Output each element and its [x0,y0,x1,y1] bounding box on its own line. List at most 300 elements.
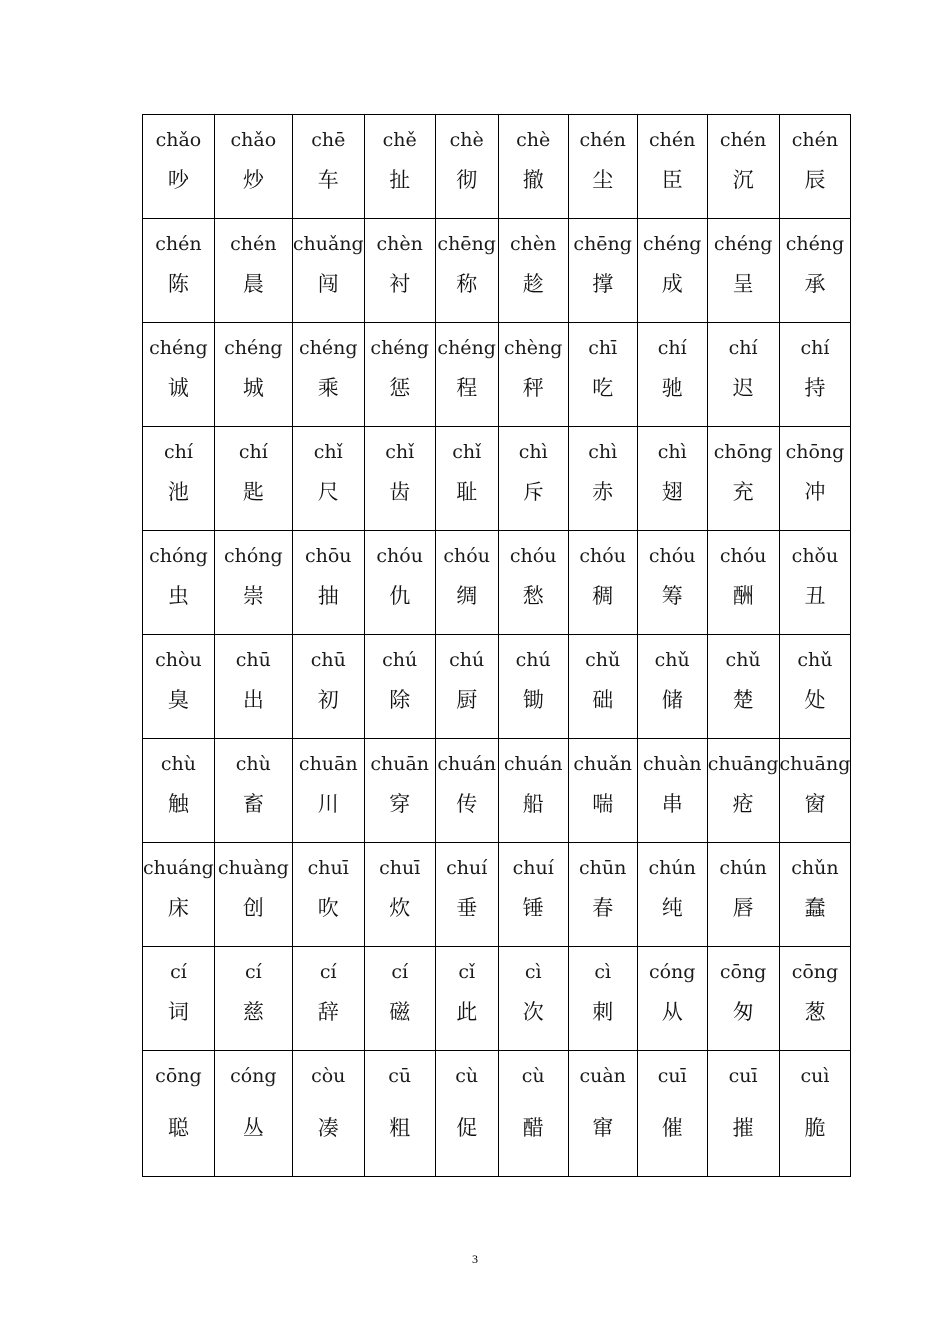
hanzi-character: 辰 [804,168,826,192]
character-cell [707,635,779,739]
pinyin-label: chuàn [642,753,702,775]
hanzi-character: 磁 [389,1000,411,1024]
hanzi-character: 传 [456,792,478,816]
pinyin-label: chén [719,129,767,151]
pinyin-label: chén [579,129,626,151]
hanzi-character: 呈 [732,272,754,296]
hanzi-character: 冲 [804,480,826,504]
character-cell [637,531,707,635]
hanzi-character: 处 [804,688,826,712]
hanzi-character: 丛 [242,1116,264,1140]
hanzi-character: 凑 [317,1116,339,1140]
character-cell [498,739,568,843]
character-cell [637,323,707,427]
character-cell [568,947,637,1051]
hanzi-character: 成 [661,272,683,296]
pinyin-label: cù [521,1065,545,1087]
character-cell [707,1051,779,1177]
pinyin-label: chí [657,337,687,359]
character-cell [498,427,568,531]
pinyin-label: cuàn [579,1065,626,1087]
hanzi-character: 创 [242,896,264,920]
pinyin-label: chǔ [725,649,761,671]
character-cell [435,115,498,219]
character-cell [568,219,637,323]
pinyin-label: chuāng [779,753,851,775]
character-cell [143,427,215,531]
character-cell [435,947,498,1051]
pinyin-label: chì [588,441,618,463]
pinyin-label: chéng [785,233,845,255]
pinyin-label: chóu [648,545,696,567]
character-cell [568,427,637,531]
character-cell [779,323,851,427]
hanzi-character: 触 [167,792,189,816]
character-cell [143,947,215,1051]
hanzi-character: 聪 [167,1116,189,1140]
pinyin-label: cū [388,1065,412,1087]
character-cell [292,427,364,531]
character-cell [143,1051,215,1177]
character-cell [435,427,498,531]
hanzi-character: 楚 [732,688,754,712]
character-cell [637,219,707,323]
pinyin-label: chén [649,129,696,151]
character-cell [364,947,435,1051]
hanzi-character: 称 [456,272,478,296]
table-row [143,531,851,635]
hanzi-character: 秤 [522,376,544,400]
character-cell [779,427,851,531]
character-cell [498,947,568,1051]
character-cell [292,635,364,739]
hanzi-character: 衬 [389,272,411,296]
pinyin-label: chuǎn [573,753,633,775]
hanzi-character: 丑 [804,584,826,608]
hanzi-character: 闯 [317,272,339,296]
hanzi-character: 充 [732,480,754,504]
pinyin-label: chóng [223,545,283,567]
pinyin-label: chě [382,129,417,151]
table-row [143,115,851,219]
character-cell [292,947,364,1051]
character-cell [707,427,779,531]
pinyin-label: chuān [370,753,430,775]
hanzi-character: 绸 [456,584,478,608]
pinyin-label: chuī [307,857,349,879]
character-cell [435,1051,498,1177]
pinyin-label: chóu [443,545,490,567]
page-number: 3 [472,1252,478,1266]
pinyin-label: còu [311,1065,346,1087]
character-cell [498,531,568,635]
hanzi-character: 窗 [804,792,826,816]
pinyin-label: chū [235,649,271,671]
pinyin-label: chǐ [452,441,482,463]
hanzi-character: 耻 [456,480,478,504]
character-cell [498,843,568,947]
character-cell [498,1051,568,1177]
pinyin-label: chù [160,753,196,775]
character-cell [637,947,707,1051]
pinyin-label: chéng [299,337,358,359]
hanzi-character: 虫 [167,584,189,608]
hanzi-character: 匆 [732,1000,754,1024]
hanzi-character: 吹 [317,896,339,920]
pinyin-label: chǔ [585,649,621,671]
character-cell [707,531,779,635]
character-cell [214,427,292,531]
hanzi-character: 锤 [522,896,544,920]
character-cell [214,1051,292,1177]
character-cell [143,739,215,843]
pinyin-label: chèng [503,337,563,359]
hanzi-character: 崇 [242,584,264,608]
character-cell [568,531,637,635]
pinyin-label: cóng [648,961,696,983]
character-cell [568,323,637,427]
character-cell [779,115,851,219]
character-cell [779,739,851,843]
character-cell [568,1051,637,1177]
hanzi-character: 车 [317,168,339,192]
hanzi-character: 初 [317,688,339,712]
character-cell [364,739,435,843]
pinyin-label: chún [648,857,696,879]
hanzi-character: 从 [661,1000,683,1024]
hanzi-character: 吵 [167,168,189,192]
pinyin-label: chú [449,649,485,671]
pinyin-label: cōng [791,961,839,983]
character-cell [707,739,779,843]
character-cell [637,115,707,219]
pinyin-label: cù [455,1065,479,1087]
pinyin-label: cōng [719,961,767,983]
character-cell [292,739,364,843]
character-cell [498,115,568,219]
character-cell [364,531,435,635]
pinyin-label: chí [163,441,193,463]
pinyin-label: chún [719,857,767,879]
pinyin-label: chuī [379,857,421,879]
pinyin-label: chǎo [155,129,202,151]
pinyin-label: chǔn [791,857,839,879]
character-cell [779,635,851,739]
character-cell [707,115,779,219]
pinyin-label: chūn [579,857,627,879]
character-cell [214,323,292,427]
hanzi-character: 臭 [167,688,189,712]
pinyin-label: chuàng [217,857,289,879]
hanzi-character: 程 [456,376,478,400]
character-cell [364,323,435,427]
character-cell [435,323,498,427]
table-row [143,947,851,1051]
character-cell [637,1051,707,1177]
pinyin-label: chéng [713,233,773,255]
pinyin-label: chǔ [797,649,833,671]
pinyin-label: chē [311,129,346,151]
character-cell [779,531,851,635]
character-cell [214,739,292,843]
character-cell [435,219,498,323]
pinyin-label: cí [391,961,409,983]
pinyin-label: chéng [224,337,283,359]
pinyin-label: chī [588,337,618,359]
pinyin-label: chéng [642,233,702,255]
hanzi-character: 窜 [592,1116,614,1140]
character-cell [364,1051,435,1177]
hanzi-character: 沉 [732,168,754,192]
pinyin-label: chén [791,129,839,151]
hanzi-character: 惩 [389,376,411,400]
hanzi-character: 炒 [242,168,264,192]
character-cell [707,219,779,323]
table-row [143,1051,851,1177]
character-cell [364,115,435,219]
hanzi-character: 吃 [592,376,614,400]
pinyin-label: cì [594,961,612,983]
pinyin-label: chēng [437,233,496,255]
hanzi-character: 乘 [317,376,339,400]
hanzi-character: 诚 [167,376,189,400]
pinyin-label: chōu [304,545,352,567]
character-cell [435,843,498,947]
pinyin-label: chuān [298,753,358,775]
hanzi-character: 陈 [167,272,189,296]
hanzi-character: 此 [456,1000,478,1024]
hanzi-character: 唇 [732,896,754,920]
character-cell [143,115,215,219]
character-cell [779,1051,851,1177]
hanzi-character: 彻 [456,168,478,192]
pinyin-label: chóng [149,545,208,567]
pinyin-label: chǒu [791,545,839,567]
pinyin-label: chì [518,441,548,463]
character-cell [292,843,364,947]
pinyin-label: chóu [509,545,557,567]
character-cell [637,843,707,947]
pinyin-label: chè [516,129,551,151]
character-cell [637,739,707,843]
character-cell [637,635,707,739]
table-row [143,635,851,739]
character-cell [143,635,215,739]
hanzi-character: 葱 [804,1000,826,1024]
pinyin-label: chóu [376,545,423,567]
pinyin-label: chèn [510,233,557,255]
hanzi-character: 础 [592,688,614,712]
hanzi-character: 稠 [592,584,614,608]
hanzi-character: 抽 [317,584,339,608]
pinyin-label: chuáng [143,857,214,879]
table-row [143,219,851,323]
character-cell [435,635,498,739]
pinyin-label: chǐ [313,441,343,463]
hanzi-character: 纯 [661,896,683,920]
hanzi-character: 愁 [522,584,544,608]
character-cell [292,115,364,219]
pinyin-label: chè [449,129,484,151]
hanzi-character: 川 [317,792,339,816]
pinyin-label: chóu [719,545,767,567]
pinyin-label: chén [230,233,277,255]
hanzi-character: 斥 [522,480,544,504]
pinyin-label: cí [244,961,262,983]
character-cell [214,635,292,739]
hanzi-character: 穿 [389,792,411,816]
pinyin-label: chù [235,753,271,775]
pinyin-label: chú [382,649,418,671]
pinyin-label: chú [515,649,551,671]
character-cell [364,427,435,531]
character-cell [292,531,364,635]
character-cell [364,843,435,947]
hanzi-character: 撤 [522,168,544,192]
hanzi-character: 船 [522,792,544,816]
table-row [143,427,851,531]
hanzi-character: 喘 [592,792,614,816]
pinyin-label: chòu [155,649,202,671]
hanzi-character: 出 [242,688,264,712]
pinyin-label: chū [310,649,346,671]
pinyin-label: cuī [657,1065,687,1087]
character-cell [435,739,498,843]
character-cell [707,947,779,1051]
character-cell [292,323,364,427]
hanzi-character: 池 [167,480,189,504]
pinyin-label: chéng [370,337,429,359]
pinyin-label: chōng [713,441,773,463]
character-cell [498,219,568,323]
hanzi-character: 垂 [456,896,478,920]
hanzi-character: 摧 [732,1116,754,1140]
hanzi-character: 词 [167,1000,189,1024]
pinyin-label: chéng [437,337,496,359]
pinyin-label: chéng [149,337,208,359]
pinyin-label: chí [238,441,268,463]
hanzi-character: 春 [592,896,614,920]
pinyin-label: chuán [503,753,563,775]
pinyin-label: cí [170,961,187,983]
character-cell [707,323,779,427]
hanzi-character: 促 [456,1116,478,1140]
pinyin-label: chǐ [385,441,415,463]
hanzi-character: 尺 [317,480,339,504]
hanzi-character: 锄 [522,688,544,712]
hanzi-character: 筹 [661,584,683,608]
pinyin-label: chuán [437,753,497,775]
character-cell [364,635,435,739]
character-cell [214,843,292,947]
hanzi-character: 醋 [522,1116,544,1140]
hanzi-character: 翅 [661,480,683,504]
hanzi-character: 持 [804,376,826,400]
pinyin-label: cuī [728,1065,758,1087]
pinyin-label: chì [657,441,687,463]
hanzi-character: 厨 [456,688,478,712]
hanzi-character: 趁 [522,272,544,296]
hanzi-character: 串 [661,792,683,816]
character-cell [707,843,779,947]
character-cell [364,219,435,323]
character-cell [779,947,851,1051]
hanzi-character: 撑 [592,272,614,296]
character-cell [214,219,292,323]
hanzi-character: 床 [167,896,189,920]
table-row [143,739,851,843]
hanzi-character: 炊 [389,896,411,920]
pinyin-character-table [142,114,851,1177]
pinyin-label: chóu [579,545,626,567]
pinyin-label: chí [800,337,830,359]
hanzi-character: 迟 [732,376,754,400]
hanzi-character: 尘 [592,168,614,192]
character-cell [214,115,292,219]
pinyin-label: chí [728,337,758,359]
hanzi-character: 城 [242,376,264,400]
character-cell [779,843,851,947]
pinyin-label: cóng [230,1065,277,1087]
character-cell [143,843,215,947]
hanzi-character: 疮 [732,792,754,816]
hanzi-character: 催 [661,1116,683,1140]
character-cell [214,947,292,1051]
hanzi-character: 慈 [242,1000,264,1024]
hanzi-character: 畜 [242,792,264,816]
pinyin-label: chuí [446,857,488,879]
hanzi-character: 储 [661,688,683,712]
hanzi-character: 臣 [661,168,683,192]
pinyin-label: cǐ [458,961,476,983]
hanzi-character: 驰 [661,376,683,400]
hanzi-character: 除 [389,688,411,712]
hanzi-character: 匙 [242,480,264,504]
pinyin-label: chǔ [654,649,690,671]
character-cell [568,635,637,739]
hanzi-character: 辞 [317,1000,339,1024]
pinyin-label: chuāng [707,753,779,775]
character-cell [292,1051,364,1177]
hanzi-character: 次 [522,1000,544,1024]
character-cell [568,115,637,219]
character-cell [143,323,215,427]
hanzi-character: 仇 [389,584,411,608]
pinyin-label: chōng [785,441,845,463]
table-row [143,323,851,427]
character-cell [435,531,498,635]
table-row [143,843,851,947]
character-cell [568,843,637,947]
hanzi-character: 脆 [804,1116,826,1140]
hanzi-character: 刺 [592,1000,614,1024]
character-cell [637,427,707,531]
hanzi-character: 赤 [592,480,614,504]
character-cell [214,531,292,635]
pinyin-label: chuí [512,857,554,879]
hanzi-character: 扯 [389,168,411,192]
hanzi-character: 粗 [389,1116,411,1140]
character-cell [568,739,637,843]
pinyin-label: cuì [800,1065,830,1087]
character-cell [498,635,568,739]
pinyin-label: cōng [155,1065,202,1087]
pinyin-label: cí [319,961,337,983]
pinyin-label: chǎo [230,129,277,151]
hanzi-character: 承 [804,272,826,296]
character-cell [779,219,851,323]
pinyin-label: chén [155,233,202,255]
